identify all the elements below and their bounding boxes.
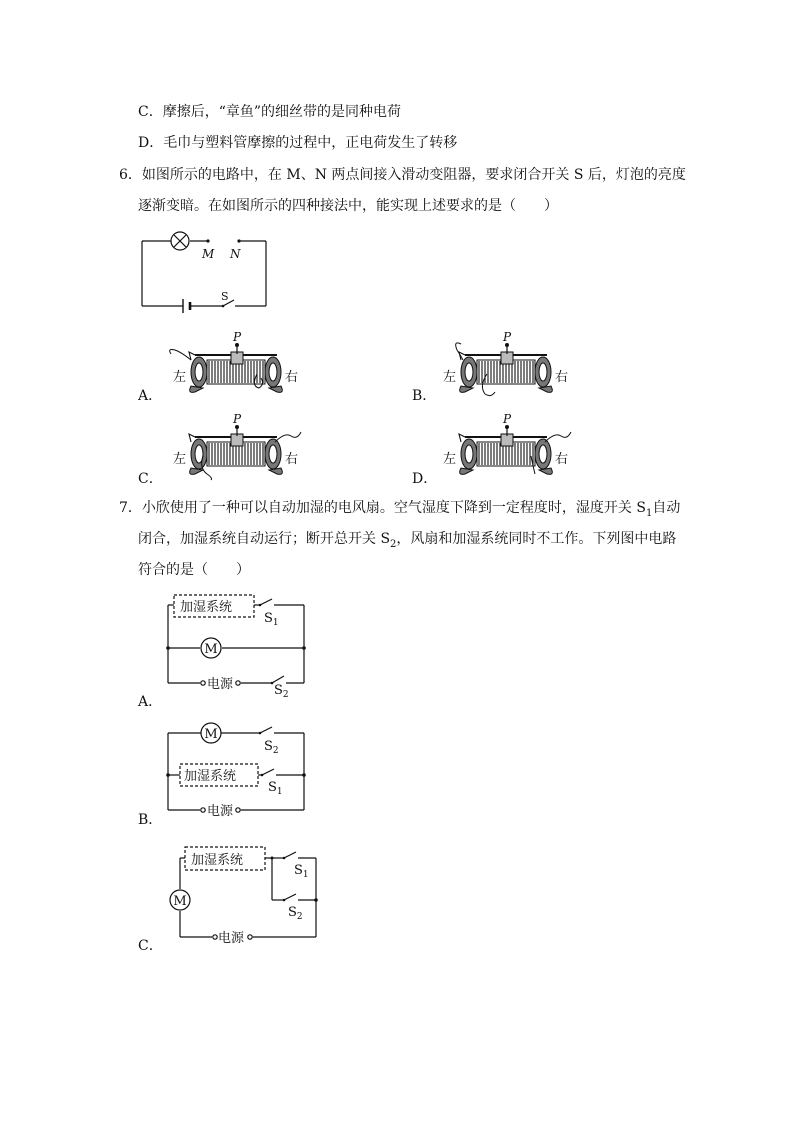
rheostat-part [465, 445, 473, 463]
left-end-label: 左 [443, 370, 457, 385]
q6-option-a-label: A． [138, 388, 163, 404]
q7-circuit-a [160, 590, 320, 702]
rheostat-option-b [435, 330, 575, 400]
lamp-icon [171, 232, 189, 250]
switch-s2-label: $S_2$ [264, 739, 279, 756]
q6-option-d-label: D． [412, 471, 438, 487]
slider-p-label: P [503, 412, 512, 426]
switch-s1-label: $S_1$ [264, 611, 279, 628]
rheostat-option-c [165, 412, 305, 482]
q6-stem-line2: 逐渐变暗。在如图所示的四种接法中，能实现上述要求的是（ ） [138, 198, 558, 214]
power-label: 电源 [207, 804, 234, 819]
rheostat-part [269, 363, 277, 381]
slider-p-label: P [233, 330, 242, 344]
humidifier-label: 加湿系统 [184, 769, 237, 784]
rheostat-option-a [165, 330, 305, 400]
battery-icon [183, 299, 190, 313]
motor-label: M [204, 727, 218, 742]
rheostat-part [545, 432, 571, 442]
right-end-label: 右 [285, 370, 299, 385]
q5-option-c: C．摩擦后，“章鱼”的细丝带的是同种电荷 [138, 104, 402, 120]
slider-p-label: P [233, 412, 242, 426]
left-end-label: 左 [443, 452, 457, 467]
q7-stem-line1: 7．小欣使用了一种可以自动加湿的电风扇。空气湿度下降到一定程度时，湿度开关 $S_1$自动 [119, 500, 681, 519]
rheostat-option-d [435, 412, 575, 482]
q7-option-a-label: A． [138, 694, 163, 710]
motor-label: M [173, 894, 187, 909]
q6-stem-line1: 6．如图所示的电路中，在 M、N 两点间接入滑动变阻器，要求闭合开关 S 后，灯泡的亮度 [119, 167, 686, 183]
rheostat-part [170, 350, 191, 361]
motor-label: M [204, 642, 218, 657]
terminal-n-label: N [230, 247, 241, 261]
q7-stem-line2: 闭合，加湿系统自动运行；断开总开关 $S_2$，风扇和加湿系统同时不工作。下列图中电路 [138, 531, 677, 550]
humidifier-label: 加湿系统 [180, 600, 233, 615]
rheostat-part [465, 363, 473, 381]
slider-p-label: P [503, 330, 512, 344]
right-end-label: 右 [555, 452, 569, 467]
rheostat-part [456, 343, 463, 360]
rheostat-part [539, 363, 547, 381]
rheostat-part [459, 434, 465, 442]
q7-circuit-c [160, 840, 335, 950]
switch-s2-label: $S_2$ [274, 683, 289, 700]
q7-option-b-label: B． [138, 812, 163, 828]
rheostat-part [195, 363, 203, 381]
rheostat-part [539, 445, 547, 463]
switch-s-label: S [221, 290, 229, 303]
humidifier-label: 加湿系统 [191, 853, 244, 868]
right-end-label: 右 [285, 452, 299, 467]
rheostat-part [189, 434, 195, 442]
q7-stem-line3: 符合的是（ ） [138, 562, 250, 578]
q6-circuit-diagram [138, 230, 273, 310]
switch-s1-label: $S_1$ [294, 863, 309, 880]
power-label: 电源 [218, 931, 245, 946]
q6-option-b-label: B． [412, 388, 437, 404]
q5-option-d: D．毛巾与塑料管摩擦的过程中，正电荷发生了转移 [138, 135, 458, 151]
rheostat-part [275, 432, 301, 442]
rheostat-part [269, 445, 277, 463]
q7-option-c-label: C． [138, 938, 163, 954]
switch-s2-label: $S_2$ [288, 905, 303, 922]
power-label: 电源 [207, 677, 234, 692]
q7-circuit-b [160, 718, 320, 823]
left-end-label: 左 [173, 370, 187, 385]
left-end-label: 左 [173, 452, 187, 467]
q6-option-c-label: C． [138, 471, 163, 487]
terminal-m-label: M [202, 247, 215, 261]
switch-s1-label: $S_1$ [268, 780, 283, 797]
right-end-label: 右 [555, 370, 569, 385]
